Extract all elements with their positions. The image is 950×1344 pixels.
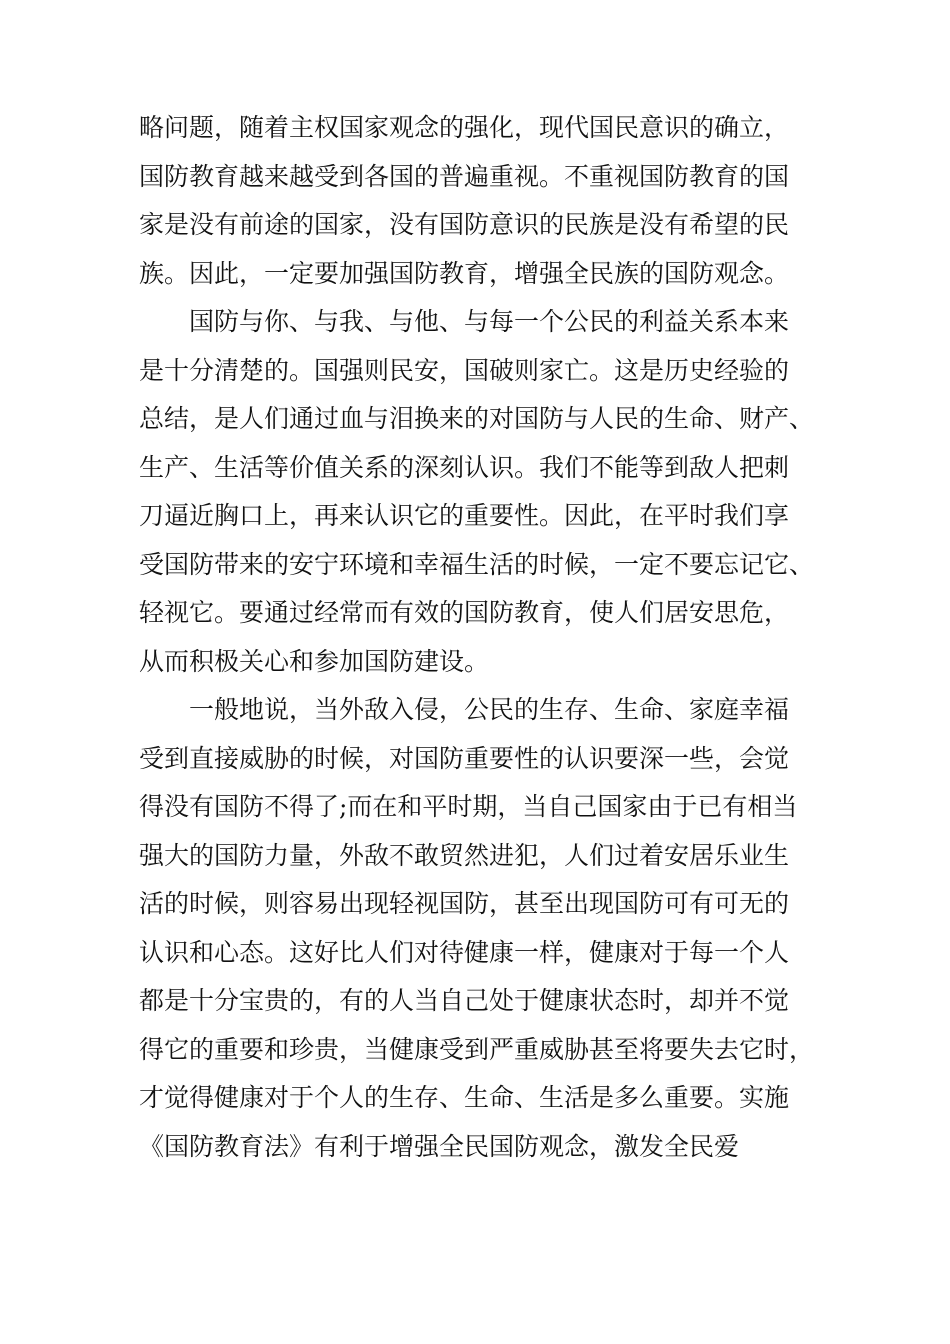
text-line: 是十分清楚的。国强则民安，国破则家亡。这是历史经验的 [139, 355, 790, 385]
text-line: 总结，是人们通过血与泪换来的对国防与人民的生命、财产、 [139, 404, 815, 433]
text-line: 生产、生活等价值关系的深刻认识。我们不能等到敌人把刺 [139, 452, 790, 482]
text-line: 强大的国防力量，外敌不敢贸然进犯，人们过着安居乐业生 [139, 840, 790, 870]
text-line: 《国防教育法》有利于增强全民国防观念，激发全民爱 [139, 1131, 740, 1161]
text-line: 族。因此，一定要加强国防教育，增强全民族的国防观念。 [139, 258, 790, 288]
text-line: 都是十分宝贵的，有的人当自己处于健康状态时，却并不觉 [139, 986, 790, 1015]
text-line: 受国防带来的安宁环境和幸福生活的时候，一定不要忘记它、 [139, 549, 815, 579]
text-line: 认识和心态。这好比人们对待健康一样，健康对于每一个人 [139, 937, 790, 967]
text-line: 刀逼近胸口上，再来认识它的重要性。因此，在平时我们享 [139, 501, 790, 530]
text-line: 受到直接威胁的时候，对国防重要性的认识要深一些，会觉 [139, 743, 790, 773]
paragraph-first-line: 国防与你、与我、与他、与每一个公民的利益关系本来 [189, 307, 790, 336]
text-line: 家是没有前途的国家，没有国防意识的民族是没有希望的民 [139, 210, 790, 239]
text-line: 得它的重要和珍贵，当健康受到严重威胁甚至将要失去它时， [139, 1034, 815, 1064]
paragraph-first-line: 一般地说，当外敌入侵，公民的生存、生命、家庭幸福 [189, 695, 790, 724]
text-line: 从而积极关心和参加国防建设。 [139, 646, 490, 676]
text-line: 轻视它。要通过经常而有效的国防教育，使人们居安思危， [139, 598, 790, 627]
text-line: 活的时候，则容易出现轻视国防，甚至出现国防可有可无的 [139, 889, 790, 918]
text-line: 得没有国防不得了;而在和平时期，当自己国家由于已有相当 [139, 792, 798, 821]
text-line: 才觉得健康对于个人的生存、生命、生活是多么重要。实施 [139, 1083, 790, 1112]
text-line: 略问题，随着主权国家观念的强化，现代国民意识的确立， [139, 113, 790, 142]
text-line: 国防教育越来越受到各国的普遍重视。不重视国防教育的国 [139, 161, 790, 191]
body-text [139, 104, 819, 1171]
